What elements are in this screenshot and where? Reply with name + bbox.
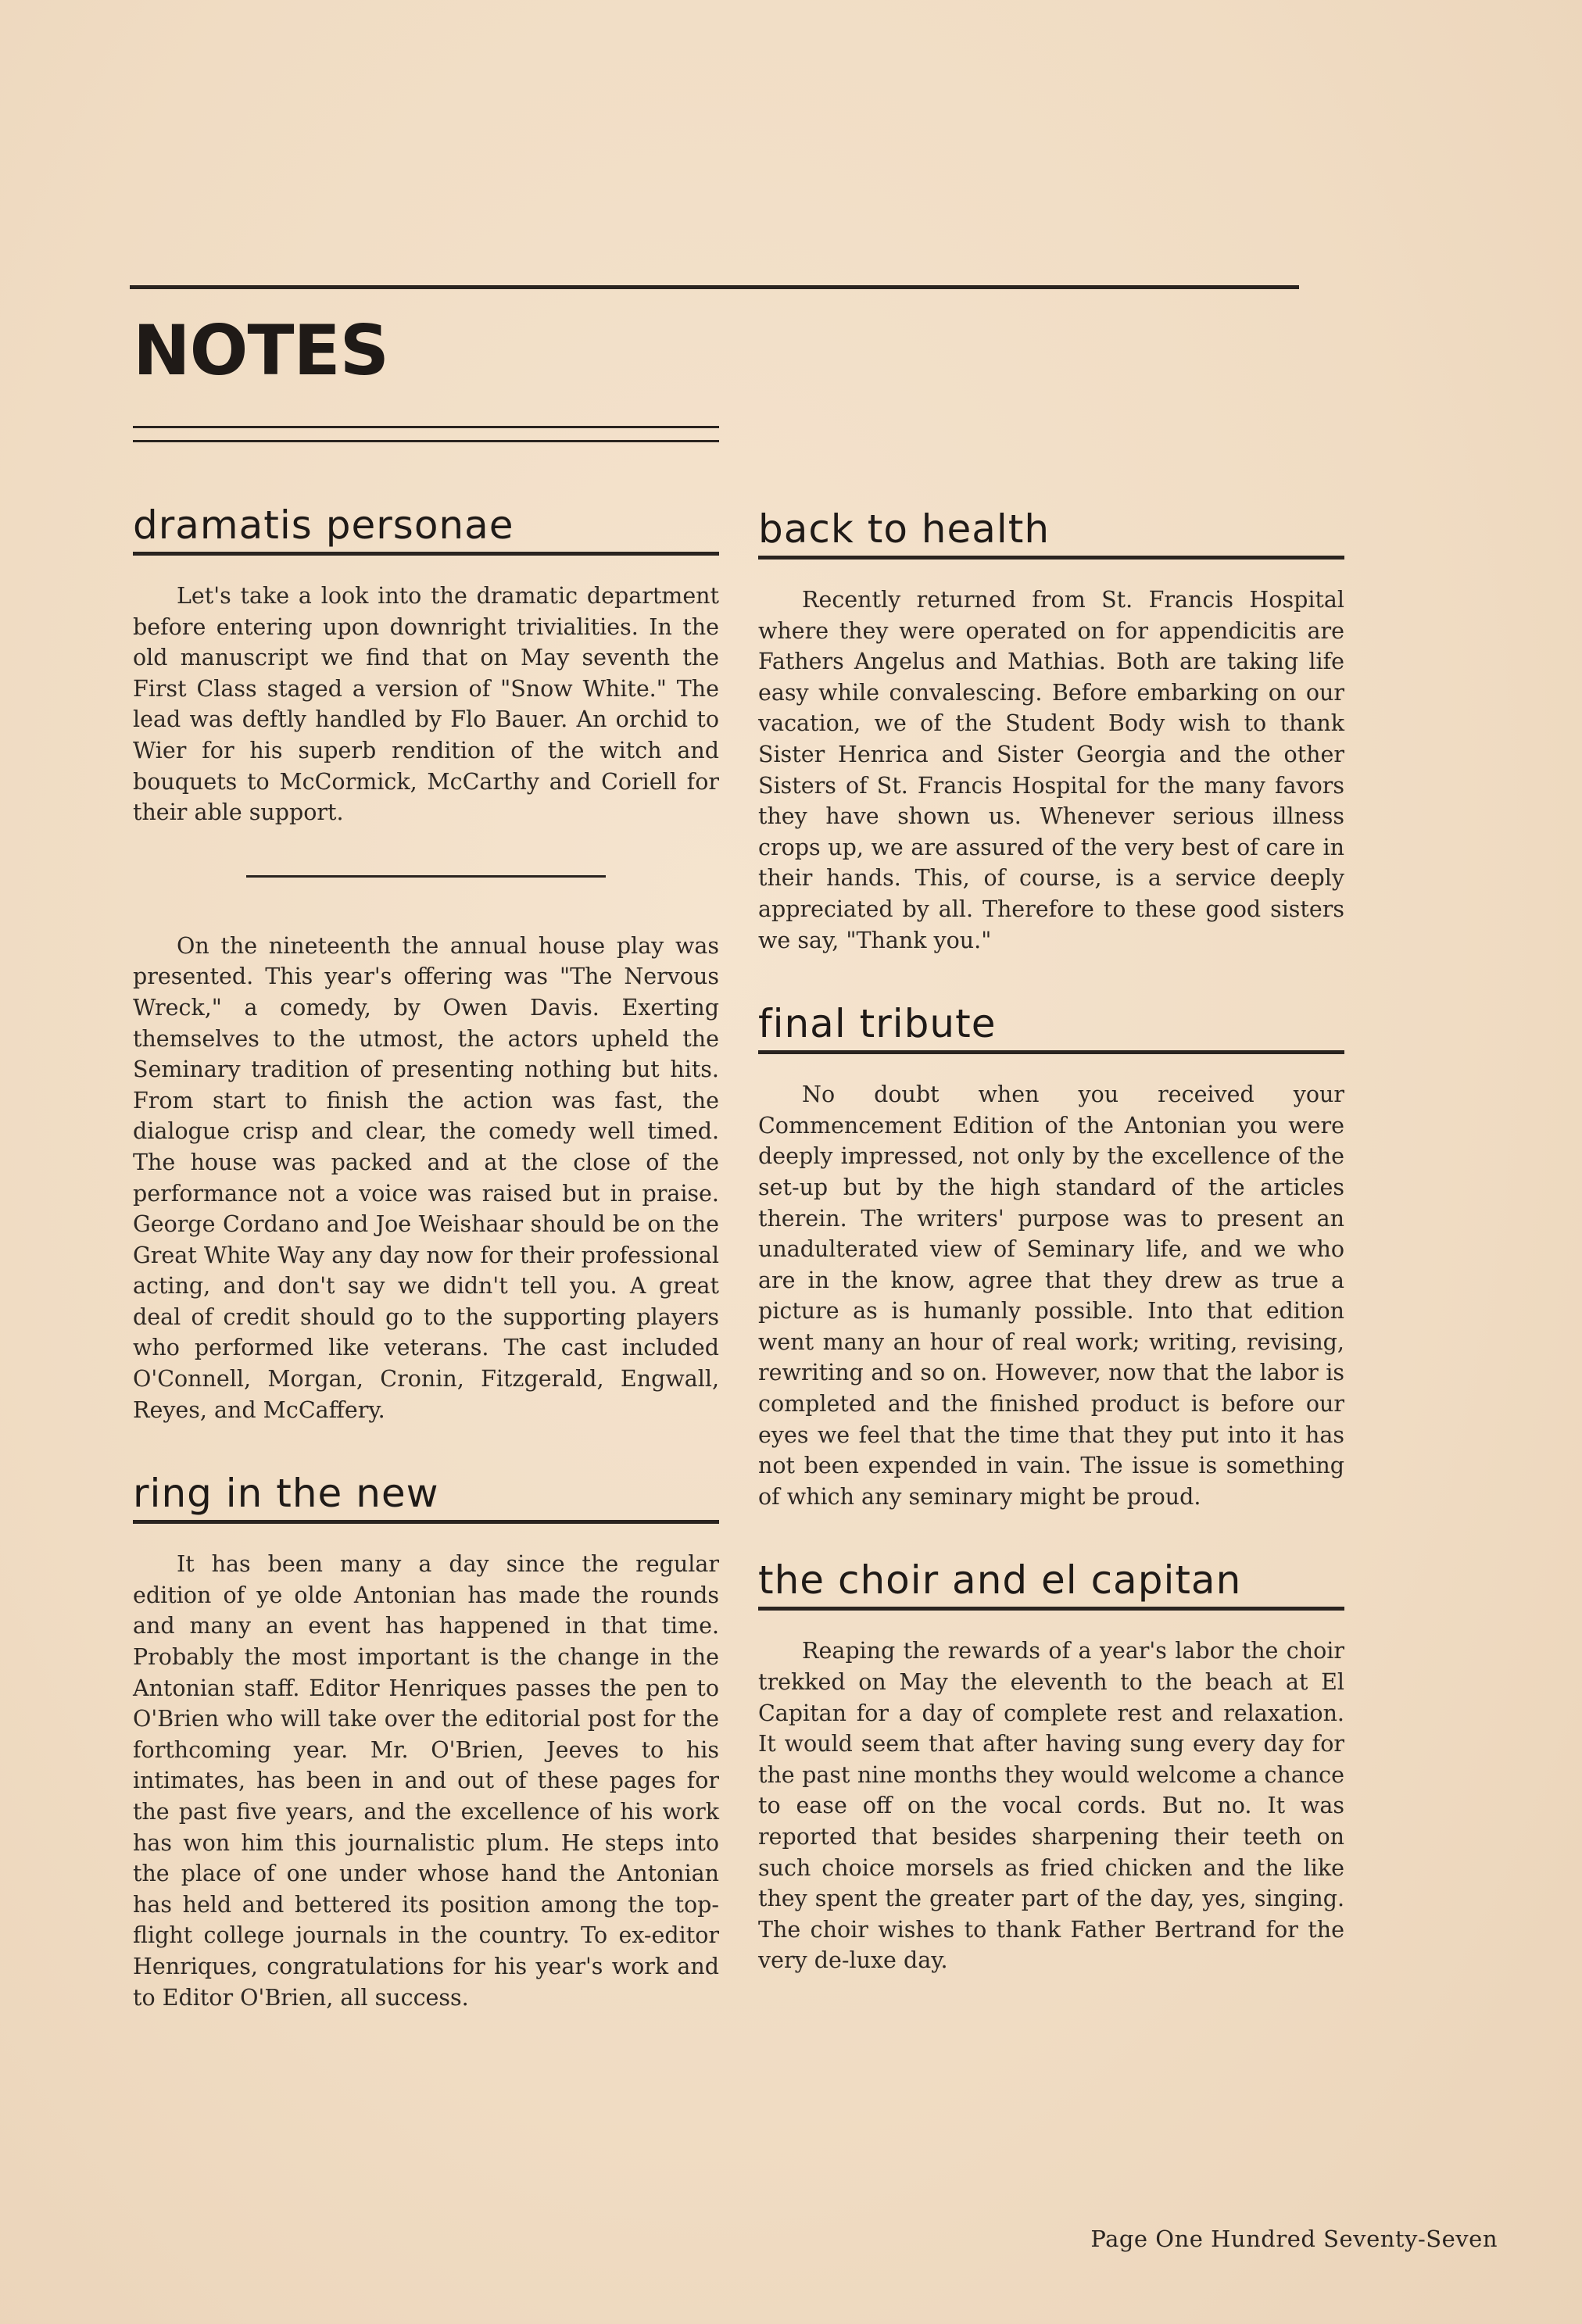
section-paragraph: Let's take a look into the dramatic department before entering upon downright trivialities. In the old manuscript we find that on May seventh the First Class staged a version of "Snow White." The lead was deftly handled by Flo Bauer. An orchid to Wier for his superb rendition of the witch and bouquets to McCormick, McCarthy and Coriell for their able support. <box>133 583 719 826</box>
section-heading: back to health <box>758 508 1344 560</box>
section-paragraph: Recently returned from St. Francis Hospital where they were operated on for appendicitis are Fathers Angelus and Mathias. Both are taking life easy while convalescing. Before embarking on our vacation, we of the Student Body wish to thank Sister Henrica and Sister Georgia and the other Sisters of St. Francis Hospital for the many favors they have shown us. Whenever serious illness crops up, we are assured of the very best of care in their hands. This, of course, is a service deeply appreciated by all. Therefore to these good sisters we say, "Thank you." <box>758 587 1344 953</box>
page-number: Page One Hundred Seventy-Seven <box>1090 2226 1498 2252</box>
section-dramatis-personae <box>133 504 719 1425</box>
section-paragraph: Reaping the rewards of a year's labor the choir trekked on May the eleventh to the beach at El Capitan for a day of complete rest and relaxation. It would seem that after having sung every day for the past nine months they would welcome a chance to ease off on the vocal cords. But no. It was reported that besides sharpening their teeth on such choice morsels as fried chicken and the like they spent the greater part of the day, yes, singing. The choir wishes to thank Father Bertrand for the very de-luxe day. <box>758 1638 1344 1974</box>
section-final-tribute <box>758 1003 1344 1512</box>
section-paragraph: On the nineteenth the annual house play was presented. This year's offering was "The Nervous Wreck," a comedy, by Owen Davis. Exerting themselves to the utmost, the actors upheld the Seminary tradition of presenting nothing but hits. From start to finish the action was fast, the dialogue crisp and clear, the comedy well timed. The house was packed and at the close of the performance not a voice was raised but in praise. George Cordano and Joe Weishaar should be on the Great White Way any day now for their professional acting, and don't say we didn't tell you. A great deal of credit should go to the supporting players who performed like veterans. The cast included O'Connell, Morgan, Cronin, Fitzgerald, Engwall, Reyes, and McCaffery. <box>133 932 719 1423</box>
section-heading: the choir and el capitan <box>758 1559 1344 1611</box>
section-divider <box>246 875 606 878</box>
title-rule-lower <box>133 440 719 442</box>
left-column <box>133 504 719 2013</box>
section-ring-in-the-new <box>133 1472 719 2013</box>
section-paragraph: No doubt when you received your Commencement Edition of the Antonian you were deeply impressed, not only by the excellence of the set-up but by the high standard of the articles therein. The writers' purpose was to present an unadulterated view of Seminary life, and we who are in the know, agree that they drew as true a picture as is humanly possible. Into that edition went many an hour of real work; writing, revising, rewriting and so on. However, now that the labor is completed and the finished product is before our eyes we feel that the time that they put into it has not been expended in vain. The issue is something of which any seminary might be proud. <box>758 1082 1344 1510</box>
section-back-to-health <box>758 508 1344 956</box>
section-heading: dramatis personae <box>133 504 719 556</box>
section-choir-el-capitan <box>758 1559 1344 1976</box>
top-rule <box>130 285 1299 289</box>
section-heading: ring in the new <box>133 1472 719 1524</box>
title-rule-upper <box>133 426 719 428</box>
section-paragraph: It has been many a day since the regular edition of ye olde Antonian has made the rounds and many an event has happened in that time. Probably the most important is the change in the Antonian staff. Editor Henriques passes the pen to O'Brien who will take over the editorial post for the forthcoming year. Mr. O'Brien, Jeeves to his intimates, has been in and out of these pages for the past five years, and the excellence of his work has won him this journalistic plum. He steps into the place of one under whose hand the Antonian has held and bettered its position among the top-flight college journals in the country. To ex-editor Henriques, congratulations for his year's work and to Editor O'Brien, all success. <box>133 1551 719 2011</box>
section-heading: final tribute <box>758 1003 1344 1054</box>
page-title: NOTES <box>133 310 388 391</box>
right-column <box>758 508 1344 1976</box>
